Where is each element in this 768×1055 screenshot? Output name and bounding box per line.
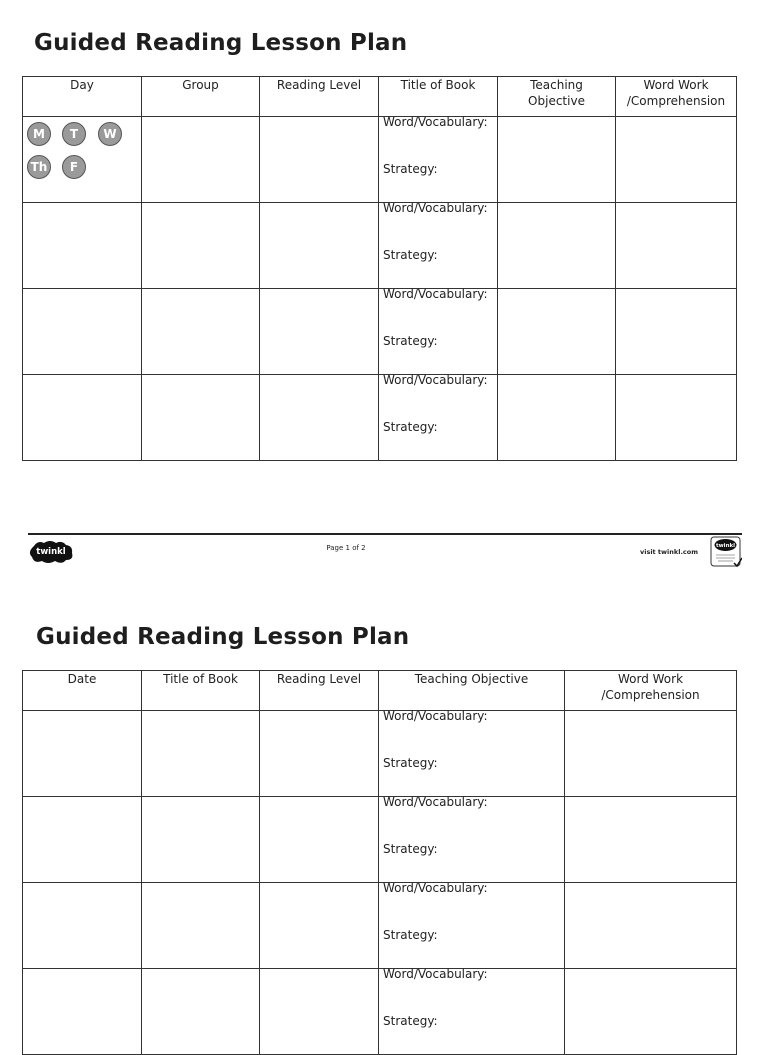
table-header-row <box>23 671 737 711</box>
day-cell[interactable] <box>23 375 142 461</box>
table-row <box>23 969 737 1055</box>
reading-level-cell[interactable] <box>260 711 379 797</box>
book-title-cell[interactable] <box>142 969 260 1055</box>
column-header: Teaching Objective <box>498 77 616 117</box>
book-title-cell[interactable] <box>142 711 260 797</box>
day-cell <box>23 117 142 203</box>
teaching-objective-cell[interactable] <box>498 375 616 461</box>
column-header: Day <box>23 77 142 117</box>
word-vocabulary-label: Word/Vocabulary: <box>383 795 488 809</box>
lesson-plan-table <box>22 670 737 1055</box>
reading-level-cell[interactable] <box>260 289 379 375</box>
book-title-cell[interactable] <box>142 797 260 883</box>
column-header: Title of Book <box>142 671 260 711</box>
date-cell[interactable] <box>23 969 142 1055</box>
column-header: Reading Level <box>260 77 379 117</box>
page-title: Guided Reading Lesson Plan <box>36 624 410 650</box>
teaching-objective-cell[interactable] <box>379 797 565 883</box>
strategy-label: Strategy: <box>383 842 438 856</box>
logo-text: twinkl <box>36 547 66 557</box>
group-cell[interactable] <box>142 289 260 375</box>
table-row <box>23 289 737 375</box>
book-title-cell[interactable] <box>379 289 498 375</box>
badge-text: twinkl <box>715 543 736 549</box>
table-row <box>23 797 737 883</box>
table-header-row <box>23 77 737 117</box>
strategy-label: Strategy: <box>383 756 438 770</box>
word-work-cell[interactable] <box>565 883 737 969</box>
word-vocabulary-label: Word/Vocabulary: <box>383 287 488 301</box>
word-vocabulary-label: Word/Vocabulary: <box>383 709 488 723</box>
table-row <box>23 375 737 461</box>
teaching-objective-cell[interactable] <box>379 883 565 969</box>
word-vocabulary-label: Word/Vocabulary: <box>383 115 488 129</box>
word-work-cell[interactable] <box>565 969 737 1055</box>
strategy-label: Strategy: <box>383 248 438 262</box>
date-cell[interactable] <box>23 797 142 883</box>
column-header: Group <box>142 77 260 117</box>
reading-level-cell[interactable] <box>260 375 379 461</box>
strategy-label: Strategy: <box>383 162 438 176</box>
word-work-cell[interactable] <box>616 375 737 461</box>
reading-level-cell[interactable] <box>260 883 379 969</box>
reading-level-cell[interactable] <box>260 203 379 289</box>
table-row <box>23 711 737 797</box>
page-title: Guided Reading Lesson Plan <box>34 30 408 56</box>
word-vocabulary-label: Word/Vocabulary: <box>383 373 488 387</box>
book-title-cell[interactable] <box>379 375 498 461</box>
word-vocabulary-label: Word/Vocabulary: <box>383 881 488 895</box>
column-header: Word Work /Comprehension <box>565 671 737 711</box>
day-wednesday-button[interactable]: W <box>98 122 122 146</box>
word-work-cell[interactable] <box>616 203 737 289</box>
teaching-objective-cell[interactable] <box>498 203 616 289</box>
teaching-objective-cell[interactable] <box>498 117 616 203</box>
day-monday-button[interactable]: M <box>27 122 51 146</box>
teaching-objective-cell[interactable] <box>379 711 565 797</box>
footer-divider <box>28 533 742 535</box>
group-cell[interactable] <box>142 117 260 203</box>
page-number: Page 1 of 2 <box>326 544 366 552</box>
reading-level-cell[interactable] <box>260 969 379 1055</box>
book-title-cell[interactable] <box>142 883 260 969</box>
reading-level-cell[interactable] <box>260 797 379 883</box>
column-header: Reading Level <box>260 671 379 711</box>
table-row <box>23 117 737 203</box>
day-cell[interactable] <box>23 289 142 375</box>
strategy-label: Strategy: <box>383 334 438 348</box>
teaching-objective-cell[interactable] <box>498 289 616 375</box>
column-header: Teaching Objective <box>379 671 565 711</box>
word-work-cell[interactable] <box>616 117 737 203</box>
twinkl-logo <box>28 540 74 564</box>
visit-link[interactable]: visit twinkl.com <box>640 548 699 556</box>
date-cell[interactable] <box>23 883 142 969</box>
group-cell[interactable] <box>142 375 260 461</box>
column-header: Date <box>23 671 142 711</box>
group-cell[interactable] <box>142 203 260 289</box>
date-cell[interactable] <box>23 711 142 797</box>
column-header: Title of Book <box>379 77 498 117</box>
reading-level-cell[interactable] <box>260 117 379 203</box>
strategy-label: Strategy: <box>383 420 438 434</box>
lesson-plan-table <box>22 76 737 461</box>
twinkl-badge-icon <box>710 536 742 568</box>
table-row <box>23 883 737 969</box>
strategy-label: Strategy: <box>383 928 438 942</box>
book-title-cell[interactable] <box>379 203 498 289</box>
column-header: Word Work /Comprehension <box>616 77 737 117</box>
day-tuesday-button[interactable]: T <box>62 122 86 146</box>
word-work-cell[interactable] <box>616 289 737 375</box>
teaching-objective-cell[interactable] <box>379 969 565 1055</box>
table-row <box>23 203 737 289</box>
word-work-cell[interactable] <box>565 797 737 883</box>
word-work-cell[interactable] <box>565 711 737 797</box>
day-thursday-button[interactable]: Th <box>27 155 51 179</box>
word-vocabulary-label: Word/Vocabulary: <box>383 967 488 981</box>
book-title-cell[interactable] <box>379 117 498 203</box>
word-vocabulary-label: Word/Vocabulary: <box>383 201 488 215</box>
day-cell[interactable] <box>23 203 142 289</box>
day-friday-button[interactable]: F <box>62 155 86 179</box>
strategy-label: Strategy: <box>383 1014 438 1028</box>
